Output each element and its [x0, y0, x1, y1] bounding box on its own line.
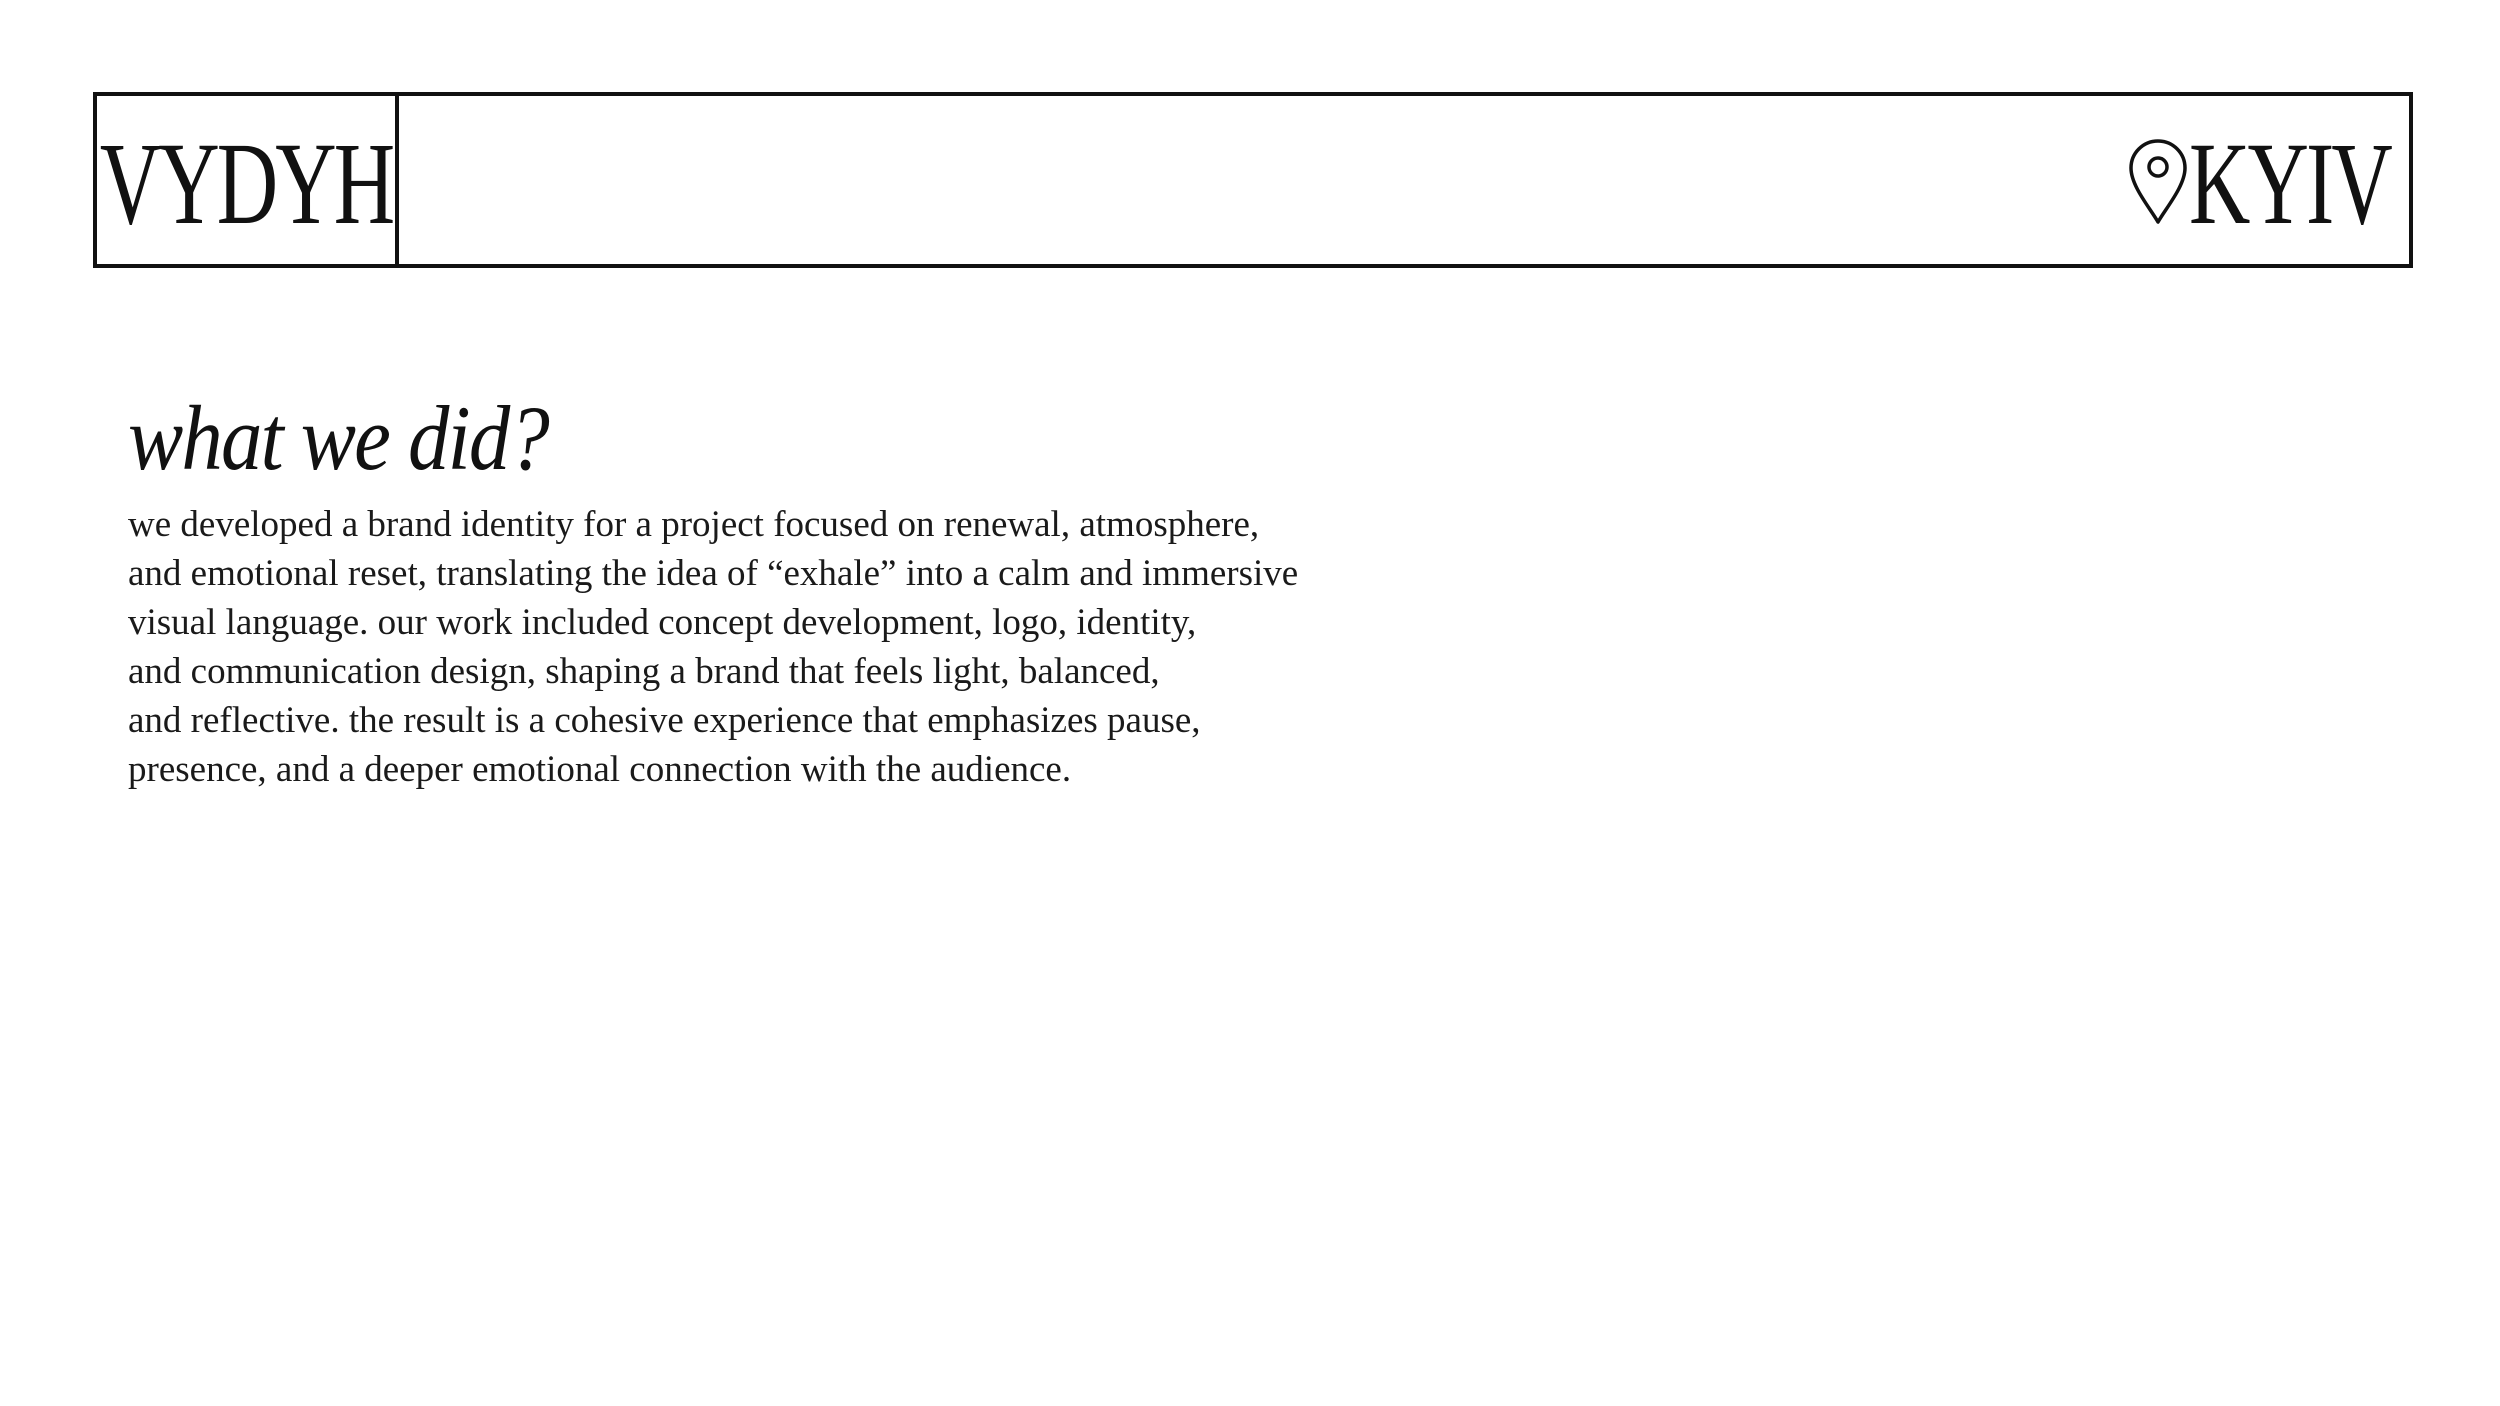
- site-header: [93, 92, 2413, 268]
- description-line: we developed a brand identity for a project focused on renewal, atmosphere,: [128, 504, 1260, 545]
- map-pin-icon: [2127, 138, 2189, 226]
- section-heading: what we did?: [128, 387, 549, 489]
- description-line: and communication design, shaping a brand that feels light, balanced,: [128, 651, 1160, 692]
- brand-logo[interactable]: VYDYH: [99, 118, 393, 249]
- description-line: visual language. our work included concept development, logo, identity,: [128, 602, 1197, 643]
- location: [2127, 96, 2409, 264]
- description-line: and reflective. the result is a cohesive experience that emphasizes pause,: [128, 700, 1201, 741]
- location-city: KYIV: [2189, 118, 2390, 249]
- brand-cell[interactable]: [97, 96, 399, 264]
- section-description: [128, 500, 1548, 794]
- description-line: and emotional reset, translating the idea of “exhale” into a calm and immersive: [128, 553, 1299, 594]
- description-line: presence, and a deeper emotional connection with the audience.: [128, 749, 1072, 790]
